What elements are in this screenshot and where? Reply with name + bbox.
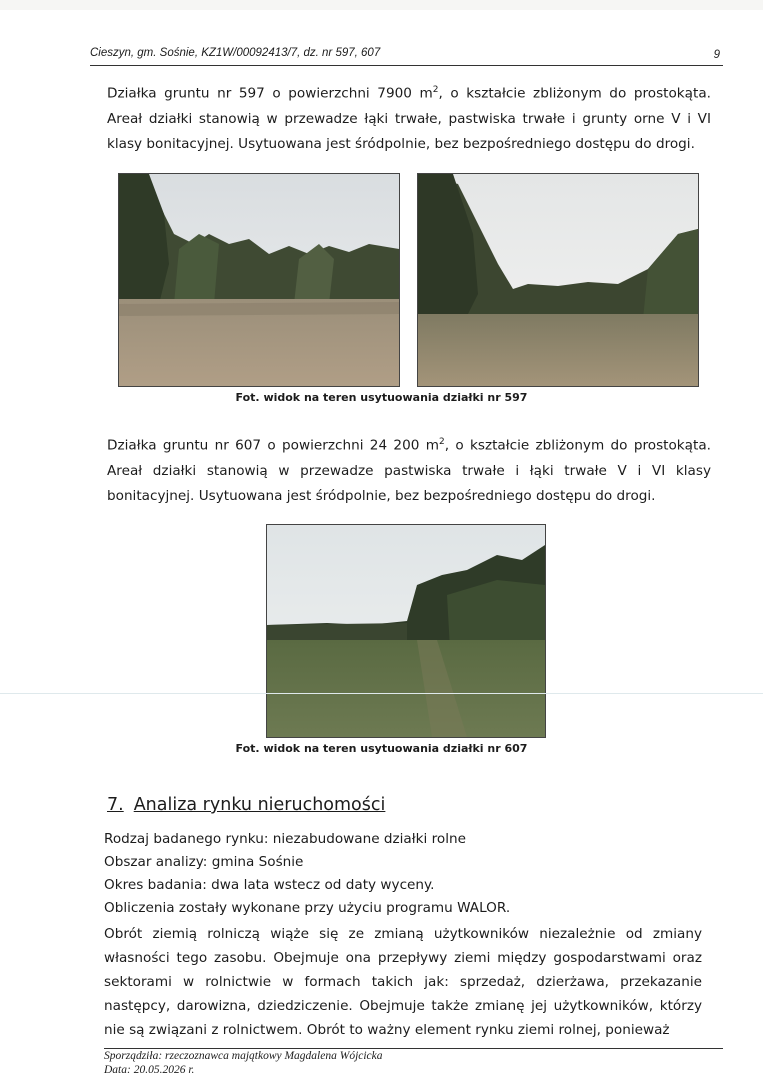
footer-author: Sporządziła: rzeczoznawca majątkowy Magdalena Wójcicka [104, 1050, 383, 1062]
plot-607-description: Działka gruntu nr 607 o powierzchni 24 200 $m^2$, o kształcie zbliżonym do prostokąta. Areał działki stanowią w przewadze pastwiska trwałe i łąki trwałe V i VI klasy bonitacyjnej. Usytuowana jest śródpolnie, bez bezpośredniego dostępu do drogi. [107, 437, 711, 504]
section-title: Analiza rynku nieruchomości [133, 795, 386, 815]
photo-plot-597-view-2 [417, 173, 699, 387]
study-period-line: Okres badania: dwa lata wstecz od daty wyceny. [104, 877, 435, 893]
header-rule [90, 65, 723, 66]
scan-artifact-line [0, 693, 763, 694]
section-heading [107, 795, 385, 815]
analysis-area-line: Obszar analizy: gmina Sośnie [104, 854, 304, 870]
photo-caption-607: Fot. widok na teren usytuowania działki nr 607 [235, 742, 528, 755]
page-footer [104, 1049, 383, 1077]
page-number: 9 [713, 49, 720, 61]
header-reference: Cieszyn, gm. Sośnie, KZ1W/00092413/7, dz. nr 597, 607 [90, 47, 381, 59]
market-type-line: Rodzaj badanego rynku: niezabudowane działki rolne [104, 831, 466, 847]
scan-edge [0, 0, 763, 10]
footer-date: Data: 20.05.2026 r. [104, 1064, 195, 1076]
photo-caption-597: Fot. widok na teren usytuowania działki nr 597 [235, 391, 528, 404]
photo-plot-597-view-1 [118, 173, 400, 387]
market-analysis-paragraph: Obrót ziemią rolniczą wiąże się ze zmianą użytkowników niezależnie od zmiany własności tego zasobu. Obejmuje ona przepływy ziemi między gospodarstwami oraz sektorami w rolnictwie w formach takich jak: sprzedaż, dzierżawa, przekazanie następcy, darowizna, dziedziczenie. Obejmuje także zmianę jej użytkowników, którzy nie są związani z rolnictwem. Obrót to ważny element rynku ziemi rolnej, ponieważ [104, 926, 702, 1038]
software-line: Obliczenia zostały wykonane przy użyciu programu WALOR. [104, 900, 511, 916]
section-number: 7. [107, 795, 124, 815]
plot-597-description: Działka gruntu nr 597 o powierzchni 7900 $m^2$, o kształcie zbliżonym do prostokąta. Areał działki stanowią w przewadze łąki trwałe, pastwiska trwałe i grunty orne V i VI klasy bonitacyjnej. Usytuowana jest śródpolnie, bez bezpośredniego dostępu do drogi. [107, 85, 711, 152]
photo-plot-607-view [266, 524, 546, 738]
